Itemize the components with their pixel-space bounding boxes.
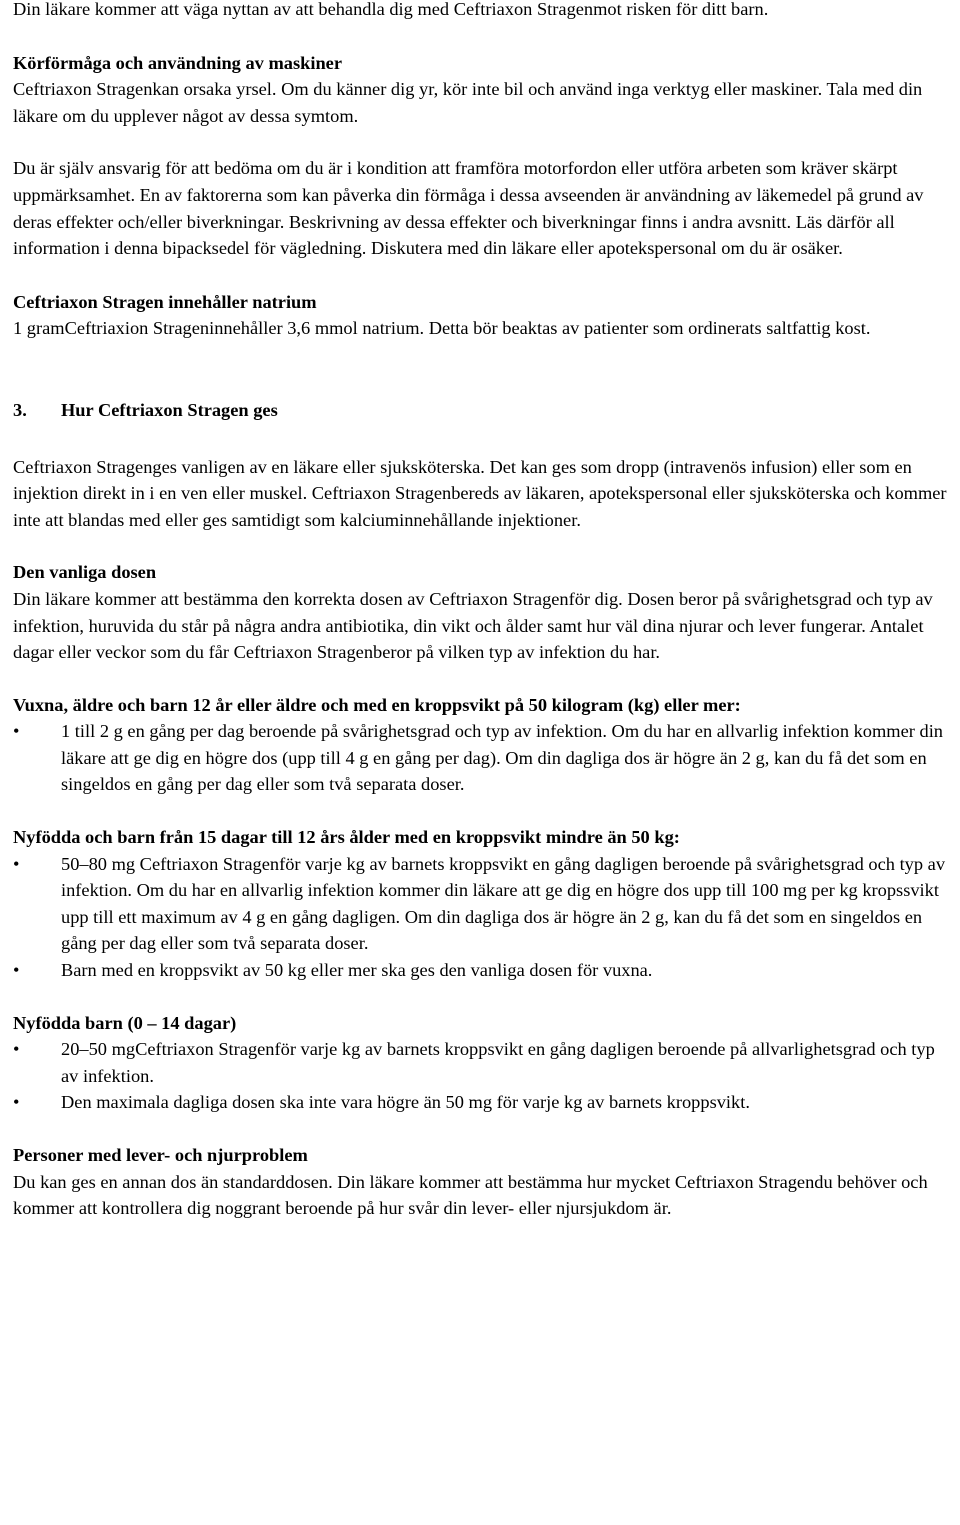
- leaflet-page: [13, 0, 953, 1222]
- driving-paragraph-1: Ceftriaxon Stragenkan orsaka yrsel. Om du känner dig yr, kör inte bil och använd inga verktyg eller maskiner. Tala med din läkare om du upplever något av dessa symtom.: [13, 79, 923, 126]
- children-bullet-list: [13, 851, 953, 984]
- adults-bullet-list: [13, 718, 953, 798]
- children-heading: Nyfödda och barn från 15 dagar till 12 års ålder med en kroppsvikt mindre än 50 kg:: [13, 827, 680, 848]
- intro-paragraph: Din läkare kommer att väga nyttan av att behandla dig med Ceftriaxon Stragenmot risken för ditt barn.: [13, 0, 769, 19]
- usual-dose-heading: Den vanliga dosen: [13, 562, 157, 583]
- newborns-heading: Nyfödda barn (0 – 14 dagar): [13, 1012, 237, 1033]
- section-3-paragraph: Ceftriaxon Stragenges vanligen av en läkare eller sjuksköterska. Det kan ges som dropp (intravenös infusion) eller som en injektion direkt in i en ven eller muskel. Ceftriaxon Stragenbereds av läkaren, apotekspersonal eller sjuksköterska och kommer inte att blandas med eller ges samtidigt som kalciuminnehållande injektioner.: [13, 456, 947, 530]
- list-item: • Den maximala dagliga dosen ska inte vara högre än 50 mg för varje kg av barnets kroppsvikt.: [13, 1089, 953, 1116]
- newborns-bullet-list: [13, 1036, 953, 1116]
- driving-paragraph-2: Du är själv ansvarig för att bedöma om du är i kondition att framföra motorfordon eller utföra arbeten som kräver skärpt uppmärksamhet. En av faktorerna som kan påverka din förmåga i dessa avseenden är användning av läkemedel på grund av deras effekter och/eller biverkningar. Beskrivning av dessa effekter och biverkningar finns i andra avsnitt. Läs därför all information i denna bipacksedel för vägledning. Diskutera med din läkare eller apotekspersonal om du är osäker.: [13, 158, 924, 259]
- sodium-paragraph: 1 gramCeftriaxion Strageninnehåller 3,6 mmol natrium. Detta bör beaktas av patienter som ordinerats saltfattig kost.: [13, 318, 871, 339]
- list-item: • 20–50 mgCeftriaxon Stragenför varje kg av barnets kroppsvikt en gång dagligen beroende på allvarlighetsgrad och typ av infektion.: [13, 1036, 953, 1089]
- list-item: • 1 till 2 g en gång per dag beroende på svårighetsgrad och typ av infektion. Om du har en allvarlig infektion kommer din läkare att ge dig en högre dos (upp till 4 g en gång per dag). Om din dagliga dos är högre än 2 g, kan du få det som en singeldos en gång per dag eller som två separata doser.: [13, 718, 953, 798]
- sodium-heading: Ceftriaxon Stragen innehåller natrium: [13, 291, 317, 312]
- driving-heading: Körförmåga och användning av maskiner: [13, 52, 343, 73]
- section-3-title: [13, 397, 953, 424]
- section-title-text: Hur Ceftriaxon Stragen ges: [61, 399, 278, 420]
- liver-kidney-paragraph: Du kan ges en annan dos än standarddosen. Din läkare kommer att bestämma hur mycket Ceftriaxon Stragendu behöver och kommer att kontrollera dig noggrant beroende på hur svår din lever- eller njursjukdom är.: [13, 1171, 928, 1219]
- list-item: • 50–80 mg Ceftriaxon Stragenför varje kg av barnets kroppsvikt en gång dagligen beroende på svårighetsgrad och typ av infektion. Om du har en allvarlig infektion kommer din läkare att ge dig en högre dos upp till 100 mg per kg kropssvikt upp till ett maximum av 4 g en gång dagligen. Om din dagliga dos är högre än 2 g, kan du få det som en singeldos en gång per dag eller som två separata doser.: [13, 851, 953, 957]
- list-item: • Barn med en kroppsvikt av 50 kg eller mer ska ges den vanliga dosen för vuxna.: [13, 957, 953, 984]
- liver-kidney-heading: Personer med lever- och njurproblem: [13, 1145, 308, 1165]
- section-number: 3.: [13, 399, 27, 420]
- usual-dose-paragraph: Din läkare kommer att bestämma den korrekta dosen av Ceftriaxon Stragenför dig. Dosen beror på svårighetsgrad och typ av infektion, huruvida du står på några andra antibiotika, din vikt och ålder samt hur väl dina njurar och lever fungerar. Antalet dagar eller veckor som du får Ceftriaxon Stragenberor på vilken typ av infektion du har.: [13, 588, 933, 663]
- adults-heading: Vuxna, äldre och barn 12 år eller äldre och med en kroppsvikt på 50 kilogram (kg) eller mer:: [13, 694, 741, 715]
